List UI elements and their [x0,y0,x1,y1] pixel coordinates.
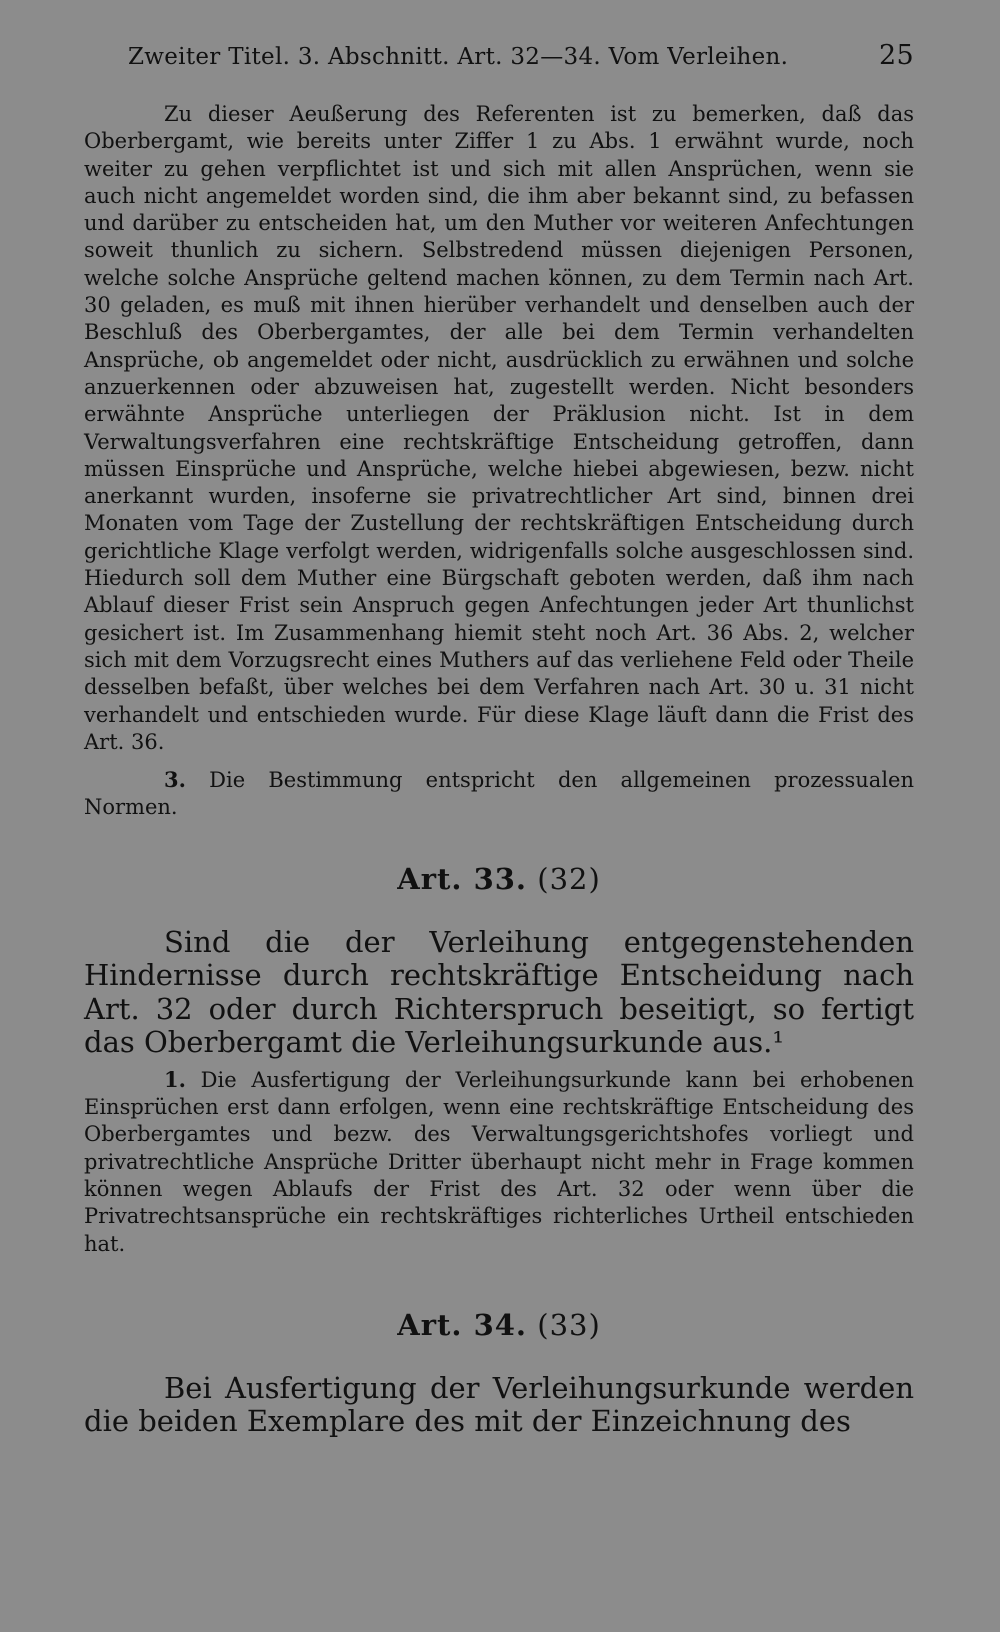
comment-paragraph: Zu dieser Aeußerung des Referenten ist zu bemerken, daß das Oberbergamt, wie bereits unter Ziffer 1 zu Abs. 1 erwähnt wurde, noch weiter zu gehen verpflichtet ist und sich mit allen Ansprüchen, wenn sie auch nicht angemeldet worden sind, die ihm aber bekannt sind, zu befassen und darüber zu entscheiden hat, um den Muther vor weiteren Anfechtungen soweit thunlich zu sichern. Selbstredend müssen diejenigen Personen, welche solche Ansprüche geltend machen können, zu dem Termin nach Art. 30 geladen, es muß mit ihnen hierüber verhandelt und denselben auch der Beschluß des Oberbergamtes, der alle bei dem Termin verhandelten Ansprüche, ob angemeldet oder nicht, ausdrücklich zu erwähnen und solche anzuerkennen oder abzuweisen hat, zugestellt werden. Nicht besonders erwähnte Ansprüche unterliegen der Präklusion nicht. Ist in dem Verwaltungsverfahren eine rechtskräftige Entscheidung getroffen, dann müssen Einsprüche und Ansprüche, welche hiebei abgewiesen, bezw. nicht anerkannt wurden, insoferne sie privatrechtlicher Art sind, binnen drei Monaten vom Tage der Zustellung der rechtskräftigen Entscheidung durch gerichtliche Klage verfolgt werden, widrigenfalls solche ausgeschlossen sind. Hiedurch soll dem Muther eine Bürgschaft geboten werden, daß ihm nach Ablauf dieser Frist sein Anspruch gegen Anfechtungen jeder Art thunlichst gesichert ist. Im Zusammenhang hiemit steht noch Art. 36 Abs. 2, welcher sich mit dem Vorzugsrecht eines Muthers auf das verliehene Feld oder Theile desselben befaßt, über welches bei dem Verfahren nach Art. 30 u. 31 nicht verhandelt und entschieden wurde. Für diese Klage läuft dann die Frist des Art. 36. [84,102,914,754]
page-number: 25 [879,40,914,71]
art-33-ref: (32) [537,861,601,896]
note-3 [84,766,914,822]
art-34-label: Art. 34. [397,1307,528,1342]
art-34-text: Bei Ausfertigung der Verleihungsurkunde werden die beiden Exemplare des mit der Einzeichnung des [84,1370,914,1439]
art-33-note-1-number: 1. [164,1066,186,1092]
running-header [128,40,914,71]
note-3-text: Die Bestimmung entspricht den allgemeinen prozessualen Normen. [84,768,914,820]
art-33-label: Art. 33. [397,861,528,896]
running-title: Zweiter Titel. 3. Abschnitt. Art. 32—34. Vom Verleihen. [128,44,789,70]
art-34-heading [84,1308,914,1342]
art-33-note-1 [84,1066,914,1258]
art-34-ref: (33) [537,1307,601,1342]
note-3-number: 3. [164,767,186,793]
art-33-note-1-text: Die Ausfertigung der Verleihungsurkunde kann bei erhobenen Einsprüchen erst dann erfolgen, wenn eine rechtskräftige Entscheidung des Oberbergamtes und bezw. des Verwaltungsgerichtshofes vorliegt und privatrechtliche Ansprüche Dritter überhaupt nicht mehr in Frage kommen können wegen Ablaufs der Frist des Art. 32 oder wenn über die Privatrechtsansprüche ein rechtskräftiges richterliches Urtheil entschieden hat. [84,1067,915,1256]
art-33-heading [84,862,914,896]
art-33-text: Sind die der Verleihung entgegenstehenden Hindernisse durch rechtskräftige Entscheidung nach Art. 32 oder durch Richterspruch beseitigt, so fertigt das Oberbergamt die Verleihungsurkunde aus.¹ [84,924,914,1060]
